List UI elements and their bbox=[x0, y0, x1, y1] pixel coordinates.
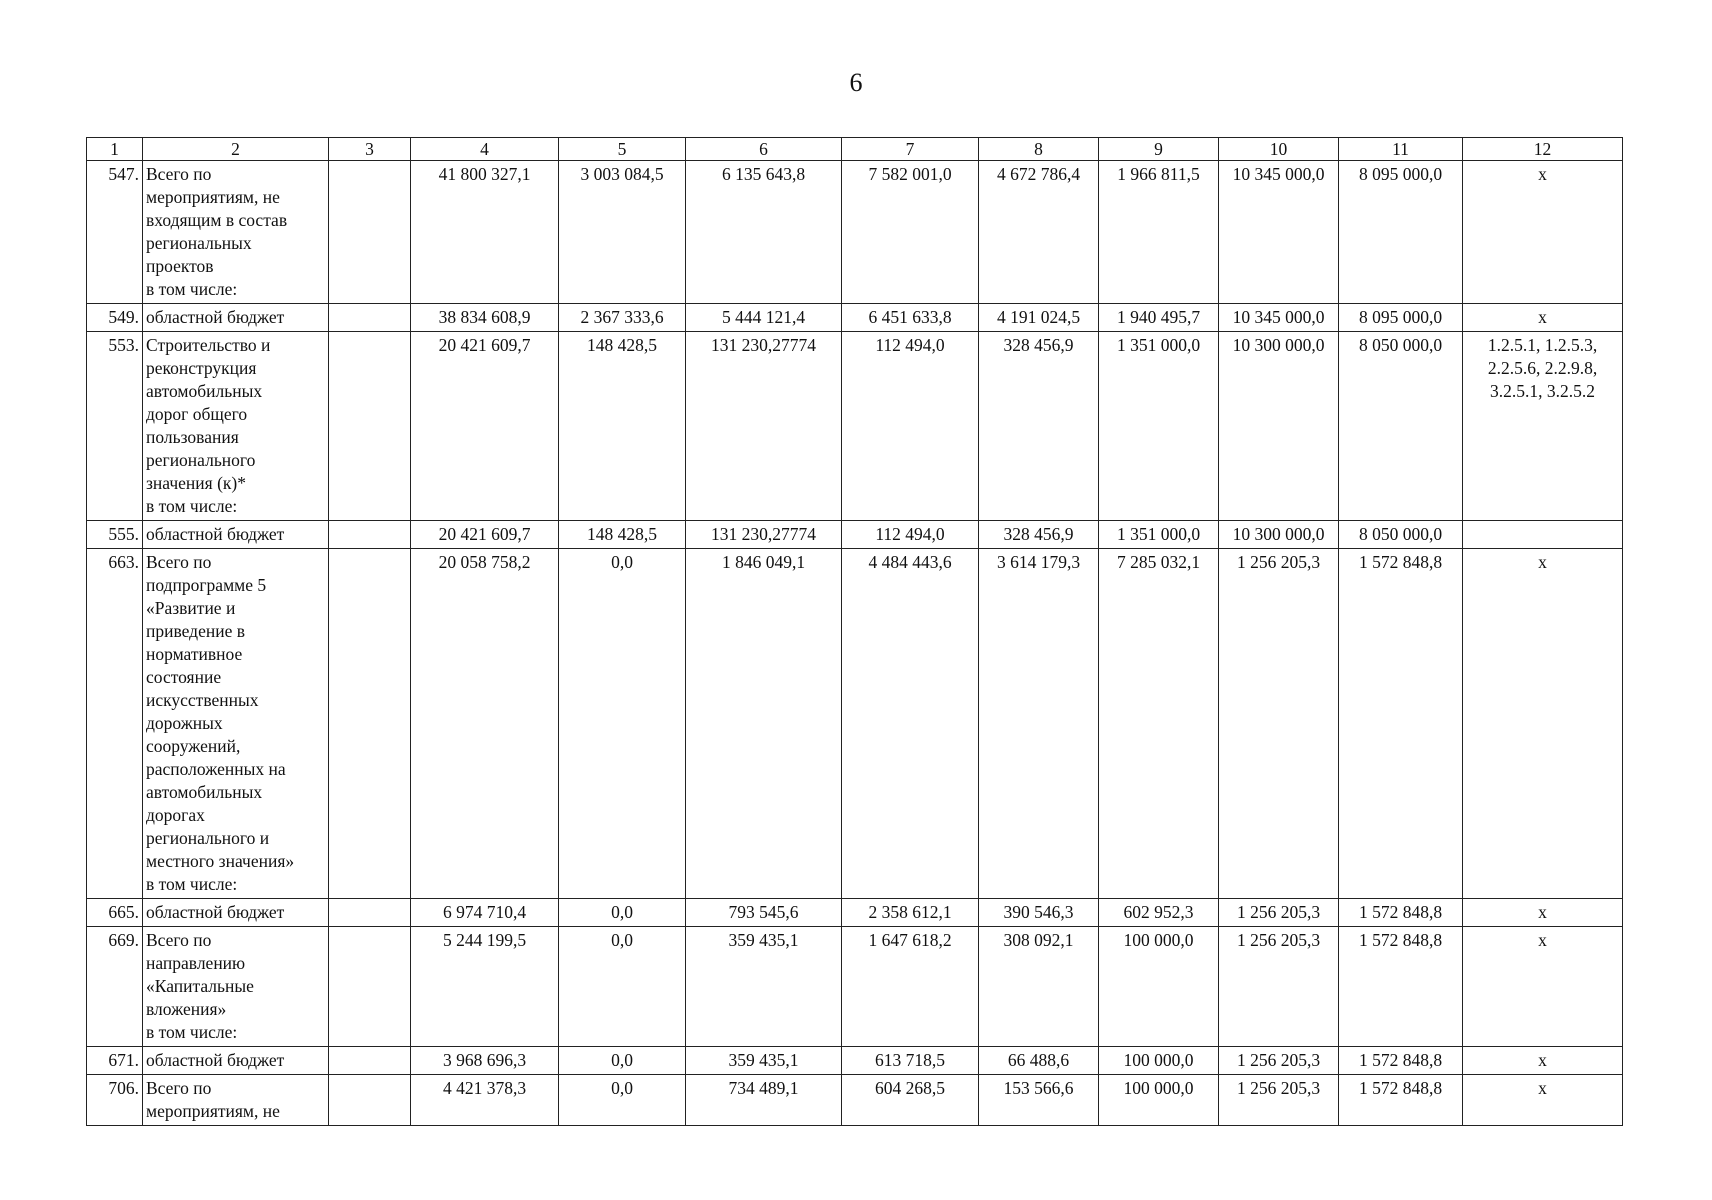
value-cell: 100 000,0 bbox=[1099, 1047, 1219, 1075]
reference-cell bbox=[1463, 1047, 1623, 1075]
value-cell: 66 488,6 bbox=[979, 1047, 1099, 1075]
column-header: 12 bbox=[1463, 138, 1623, 161]
row-name-line: пользования bbox=[146, 427, 239, 447]
row-name-line: проектов bbox=[146, 256, 214, 276]
reference-cell bbox=[1463, 927, 1623, 1047]
row-name-line: дорожных bbox=[146, 713, 223, 733]
value-cell: 8 095 000,0 bbox=[1339, 304, 1463, 332]
col3-cell bbox=[329, 549, 411, 899]
value-cell: 131 230,27774 bbox=[686, 521, 842, 549]
column-header: 8 bbox=[979, 138, 1099, 161]
row-name-line: Всего по bbox=[146, 1078, 212, 1098]
value-cell: 793 545,6 bbox=[686, 899, 842, 927]
value-cell: 112 494,0 bbox=[842, 521, 979, 549]
table-row bbox=[87, 521, 1623, 549]
row-name-line: нормативное bbox=[146, 644, 243, 664]
row-name-line: входящим в состав bbox=[146, 210, 288, 230]
budget-table bbox=[86, 137, 1623, 1126]
row-number: 671. bbox=[87, 1047, 143, 1075]
row-name-line: сооружений, bbox=[146, 736, 241, 756]
value-cell: 112 494,0 bbox=[842, 332, 979, 521]
value-cell: 3 003 084,5 bbox=[559, 161, 686, 304]
table-row bbox=[87, 927, 1623, 1047]
row-name-line: реконструкция bbox=[146, 358, 257, 378]
value-cell: 153 566,6 bbox=[979, 1075, 1099, 1126]
row-name-line: дорог общего bbox=[146, 404, 248, 424]
column-header: 2 bbox=[143, 138, 329, 161]
value-cell: 390 546,3 bbox=[979, 899, 1099, 927]
reference-cell bbox=[1463, 549, 1623, 899]
value-cell: 100 000,0 bbox=[1099, 927, 1219, 1047]
value-cell: 3 968 696,3 bbox=[411, 1047, 559, 1075]
row-name-line: Всего по bbox=[146, 930, 212, 950]
value-cell: 0,0 bbox=[559, 899, 686, 927]
row-name-line: в том числе: bbox=[146, 279, 238, 299]
value-cell: 6 974 710,4 bbox=[411, 899, 559, 927]
reference-line: 3.2.5.1, 3.2.5.2 bbox=[1490, 381, 1595, 401]
value-cell: 1 572 848,8 bbox=[1339, 1047, 1463, 1075]
row-name bbox=[143, 304, 329, 332]
table-row bbox=[87, 304, 1623, 332]
value-cell: 604 268,5 bbox=[842, 1075, 979, 1126]
value-cell: 20 421 609,7 bbox=[411, 332, 559, 521]
row-name-line: областной бюджет bbox=[146, 1050, 285, 1070]
row-number: 549. bbox=[87, 304, 143, 332]
reference-cell bbox=[1463, 521, 1623, 549]
value-cell: 7 582 001,0 bbox=[842, 161, 979, 304]
value-cell: 7 285 032,1 bbox=[1099, 549, 1219, 899]
value-cell: 328 456,9 bbox=[979, 521, 1099, 549]
value-cell: 1 256 205,3 bbox=[1219, 1075, 1339, 1126]
row-name bbox=[143, 332, 329, 521]
value-cell: 4 191 024,5 bbox=[979, 304, 1099, 332]
column-header: 9 bbox=[1099, 138, 1219, 161]
reference-cell bbox=[1463, 899, 1623, 927]
column-number-header-row bbox=[87, 138, 1623, 161]
row-name-line: Всего по bbox=[146, 552, 212, 572]
table-row bbox=[87, 549, 1623, 899]
reference-cell bbox=[1463, 332, 1623, 521]
row-name-line: в том числе: bbox=[146, 874, 238, 894]
row-name-line: «Развитие и bbox=[146, 598, 236, 618]
row-name-line: автомобильных bbox=[146, 381, 263, 401]
value-cell: 10 345 000,0 bbox=[1219, 161, 1339, 304]
value-cell: 6 451 633,8 bbox=[842, 304, 979, 332]
value-cell: 359 435,1 bbox=[686, 1047, 842, 1075]
row-name-line: местного значения» bbox=[146, 851, 295, 871]
value-cell: 8 050 000,0 bbox=[1339, 332, 1463, 521]
column-header: 4 bbox=[411, 138, 559, 161]
row-number: 547. bbox=[87, 161, 143, 304]
value-cell: 1 351 000,0 bbox=[1099, 521, 1219, 549]
value-cell: 148 428,5 bbox=[559, 521, 686, 549]
column-header: 6 bbox=[686, 138, 842, 161]
column-header: 7 bbox=[842, 138, 979, 161]
table-row bbox=[87, 1075, 1623, 1126]
reference-cell bbox=[1463, 161, 1623, 304]
value-cell: 308 092,1 bbox=[979, 927, 1099, 1047]
value-cell: 10 300 000,0 bbox=[1219, 521, 1339, 549]
row-number: 665. bbox=[87, 899, 143, 927]
reference-line: x bbox=[1538, 307, 1547, 327]
col3-cell bbox=[329, 927, 411, 1047]
row-name-line: в том числе: bbox=[146, 1022, 238, 1042]
row-number: 669. bbox=[87, 927, 143, 1047]
table-row bbox=[87, 161, 1623, 304]
value-cell: 1 256 205,3 bbox=[1219, 1047, 1339, 1075]
value-cell: 3 614 179,3 bbox=[979, 549, 1099, 899]
table-row bbox=[87, 332, 1623, 521]
row-name-line: в том числе: bbox=[146, 496, 238, 516]
value-cell: 1 256 205,3 bbox=[1219, 899, 1339, 927]
column-header: 5 bbox=[559, 138, 686, 161]
value-cell: 148 428,5 bbox=[559, 332, 686, 521]
row-name-line: областной бюджет bbox=[146, 524, 285, 544]
row-name bbox=[143, 521, 329, 549]
reference-line: x bbox=[1538, 902, 1547, 922]
row-name-line: регионального bbox=[146, 450, 256, 470]
value-cell: 5 244 199,5 bbox=[411, 927, 559, 1047]
value-cell: 328 456,9 bbox=[979, 332, 1099, 521]
reference-line: x bbox=[1538, 164, 1547, 184]
value-cell: 38 834 608,9 bbox=[411, 304, 559, 332]
value-cell: 2 367 333,6 bbox=[559, 304, 686, 332]
value-cell: 613 718,5 bbox=[842, 1047, 979, 1075]
col3-cell bbox=[329, 304, 411, 332]
value-cell: 359 435,1 bbox=[686, 927, 842, 1047]
row-name bbox=[143, 899, 329, 927]
value-cell: 10 345 000,0 bbox=[1219, 304, 1339, 332]
row-number: 706. bbox=[87, 1075, 143, 1126]
value-cell: 1 572 848,8 bbox=[1339, 1075, 1463, 1126]
value-cell: 6 135 643,8 bbox=[686, 161, 842, 304]
value-cell: 1 940 495,7 bbox=[1099, 304, 1219, 332]
value-cell: 5 444 121,4 bbox=[686, 304, 842, 332]
value-cell: 1 572 848,8 bbox=[1339, 927, 1463, 1047]
value-cell: 734 489,1 bbox=[686, 1075, 842, 1126]
column-header: 3 bbox=[329, 138, 411, 161]
reference-line: x bbox=[1538, 930, 1547, 950]
reference-line: 1.2.5.1, 1.2.5.3, bbox=[1487, 335, 1598, 355]
row-name-line: подпрограмме 5 bbox=[146, 575, 267, 595]
col3-cell bbox=[329, 1075, 411, 1126]
value-cell: 8 050 000,0 bbox=[1339, 521, 1463, 549]
row-number: 553. bbox=[87, 332, 143, 521]
col3-cell bbox=[329, 899, 411, 927]
row-name-line: мероприятиям, не bbox=[146, 187, 280, 207]
value-cell: 41 800 327,1 bbox=[411, 161, 559, 304]
value-cell: 602 952,3 bbox=[1099, 899, 1219, 927]
col3-cell bbox=[329, 332, 411, 521]
value-cell: 1 351 000,0 bbox=[1099, 332, 1219, 521]
value-cell: 4 421 378,3 bbox=[411, 1075, 559, 1126]
row-name bbox=[143, 161, 329, 304]
col3-cell bbox=[329, 521, 411, 549]
value-cell: 1 647 618,2 bbox=[842, 927, 979, 1047]
row-name-line: регионального и bbox=[146, 828, 270, 848]
column-header: 11 bbox=[1339, 138, 1463, 161]
row-name-line: Всего по bbox=[146, 164, 212, 184]
row-name-line: состояние bbox=[146, 667, 222, 687]
row-name-line: мероприятиям, не bbox=[146, 1101, 280, 1121]
row-name-line: вложения» bbox=[146, 999, 227, 1019]
value-cell: 0,0 bbox=[559, 927, 686, 1047]
column-header: 1 bbox=[87, 138, 143, 161]
row-name-line: областной бюджет bbox=[146, 902, 285, 922]
row-name-line: расположенных на bbox=[146, 759, 286, 779]
value-cell: 131 230,27774 bbox=[686, 332, 842, 521]
row-number: 555. bbox=[87, 521, 143, 549]
reference-line: x bbox=[1538, 1050, 1547, 1070]
value-cell: 2 358 612,1 bbox=[842, 899, 979, 927]
value-cell: 1 572 848,8 bbox=[1339, 549, 1463, 899]
value-cell: 100 000,0 bbox=[1099, 1075, 1219, 1126]
value-cell: 10 300 000,0 bbox=[1219, 332, 1339, 521]
row-name bbox=[143, 1075, 329, 1126]
row-name-line: Строительство и bbox=[146, 335, 271, 355]
table-row bbox=[87, 1047, 1623, 1075]
row-name-line: автомобильных bbox=[146, 782, 263, 802]
col3-cell bbox=[329, 1047, 411, 1075]
value-cell: 0,0 bbox=[559, 549, 686, 899]
reference-line: 2.2.5.6, 2.2.9.8, bbox=[1487, 358, 1598, 378]
row-name-line: «Капитальные bbox=[146, 976, 254, 996]
table-body bbox=[87, 161, 1623, 1126]
row-number: 663. bbox=[87, 549, 143, 899]
reference-cell bbox=[1463, 304, 1623, 332]
value-cell: 8 095 000,0 bbox=[1339, 161, 1463, 304]
row-name-line: приведение в bbox=[146, 621, 245, 641]
row-name-line: дорогах bbox=[146, 805, 205, 825]
row-name-line: направлению bbox=[146, 953, 246, 973]
value-cell: 20 058 758,2 bbox=[411, 549, 559, 899]
value-cell: 1 256 205,3 bbox=[1219, 927, 1339, 1047]
value-cell: 0,0 bbox=[559, 1047, 686, 1075]
column-header: 10 bbox=[1219, 138, 1339, 161]
value-cell: 1 256 205,3 bbox=[1219, 549, 1339, 899]
row-name bbox=[143, 927, 329, 1047]
reference-cell bbox=[1463, 1075, 1623, 1126]
value-cell: 4 672 786,4 bbox=[979, 161, 1099, 304]
row-name bbox=[143, 549, 329, 899]
reference-line: x bbox=[1538, 552, 1547, 572]
value-cell: 1 966 811,5 bbox=[1099, 161, 1219, 304]
row-name-line: региональных bbox=[146, 233, 252, 253]
page-number: 6 bbox=[849, 68, 863, 97]
value-cell: 1 846 049,1 bbox=[686, 549, 842, 899]
reference-line: x bbox=[1538, 1078, 1547, 1098]
value-cell: 1 572 848,8 bbox=[1339, 899, 1463, 927]
value-cell: 4 484 443,6 bbox=[842, 549, 979, 899]
row-name-line: областной бюджет bbox=[146, 307, 285, 327]
row-name-line: значения (к)* bbox=[146, 473, 246, 493]
table-row bbox=[87, 899, 1623, 927]
col3-cell bbox=[329, 161, 411, 304]
value-cell: 0,0 bbox=[559, 1075, 686, 1126]
row-name-line: искусственных bbox=[146, 690, 259, 710]
value-cell: 20 421 609,7 bbox=[411, 521, 559, 549]
row-name bbox=[143, 1047, 329, 1075]
